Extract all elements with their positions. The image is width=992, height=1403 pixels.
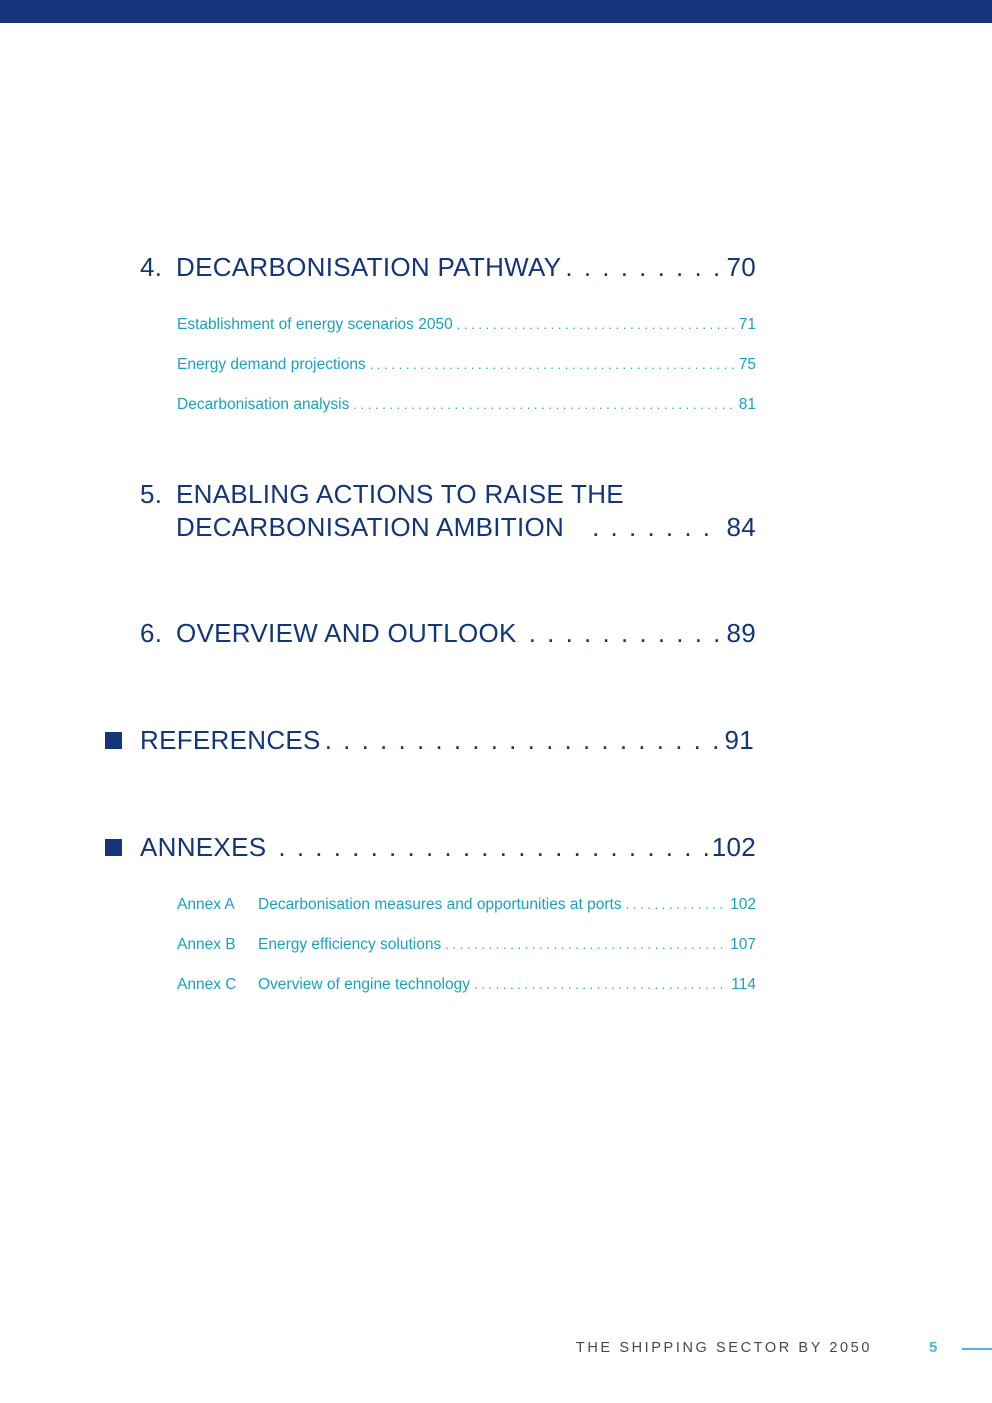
toc-subentry[interactable] xyxy=(177,356,756,374)
subentry-title: Decarbonisation analysis xyxy=(177,396,350,413)
dot-leader xyxy=(529,618,723,649)
annex-page: 102 xyxy=(730,896,756,913)
footer-title: THE SHIPPING SECTOR BY 2050 xyxy=(575,1340,872,1356)
bullet-square xyxy=(105,732,122,749)
dot-leader xyxy=(626,897,727,912)
toc-subentry[interactable] xyxy=(177,396,756,414)
dot-leader xyxy=(445,937,726,952)
page-number: 89 xyxy=(726,618,756,648)
section-title-line1: ENABLING ACTIONS TO RAISE THE xyxy=(176,479,624,509)
section-number: 4. xyxy=(140,252,163,282)
section-title: OVERVIEW AND OUTLOOK xyxy=(176,618,517,648)
annex-page: 107 xyxy=(730,936,756,953)
annex-entry-text xyxy=(177,976,470,994)
annex-label: Annex A xyxy=(177,896,235,913)
subentry-title: Energy demand projections xyxy=(177,356,366,373)
toc-subentry-annex[interactable] xyxy=(177,936,756,954)
page-number: 84 xyxy=(726,512,756,542)
dot-leader xyxy=(278,832,707,863)
subentry-page: 71 xyxy=(738,316,756,333)
annex-page: 114 xyxy=(731,976,756,993)
annex-label: Annex B xyxy=(177,936,236,953)
footer-rule xyxy=(962,1348,992,1350)
annex-entry-text xyxy=(177,896,622,914)
annex-label: Annex C xyxy=(177,976,237,993)
section-title: REFERENCES xyxy=(140,725,321,755)
section-title-line2: DECARBONISATION AMBITION xyxy=(176,512,565,542)
toc-entry-section-4[interactable] xyxy=(140,252,756,283)
toc-entry-section-6[interactable] xyxy=(140,618,756,649)
toc-entry-section-5-line1[interactable] xyxy=(140,479,756,510)
page-number: 91 xyxy=(724,725,754,755)
annex-entry-text xyxy=(177,936,441,954)
page-number: 102 xyxy=(711,832,756,862)
header-bar xyxy=(0,0,992,23)
footer-page-number: 5 xyxy=(929,1339,938,1356)
section-number: 5. xyxy=(140,479,163,509)
section-title: ANNEXES xyxy=(140,832,267,862)
toc-subentry-annex[interactable] xyxy=(177,896,756,914)
subentry-page: 75 xyxy=(738,356,756,373)
subentry-title: Establishment of energy scenarios 2050 xyxy=(177,316,453,333)
annex-title: Overview of engine technology xyxy=(258,976,470,993)
dot-leader xyxy=(474,977,727,992)
dot-leader xyxy=(457,317,735,332)
section-number: 6. xyxy=(140,618,163,648)
dot-leader xyxy=(592,512,722,543)
toc-subentry[interactable] xyxy=(177,316,756,334)
page-number: 70 xyxy=(726,252,756,282)
dot-leader xyxy=(325,725,721,756)
dot-leader xyxy=(370,357,735,372)
dot-leader xyxy=(565,252,722,283)
toc-entry-section-5-line2[interactable] xyxy=(176,512,756,543)
annex-title: Energy efficiency solutions xyxy=(258,936,442,953)
toc-subentry-annex[interactable] xyxy=(177,976,756,994)
annex-title: Decarbonisation measures and opportunities at ports xyxy=(258,896,622,913)
toc-entry-references[interactable] xyxy=(140,725,754,756)
dot-leader xyxy=(353,397,734,412)
section-title: DECARBONISATION PATHWAY xyxy=(176,252,562,282)
bullet-square xyxy=(105,839,122,856)
toc-entry-annexes[interactable] xyxy=(140,832,756,863)
subentry-page: 81 xyxy=(738,396,756,413)
